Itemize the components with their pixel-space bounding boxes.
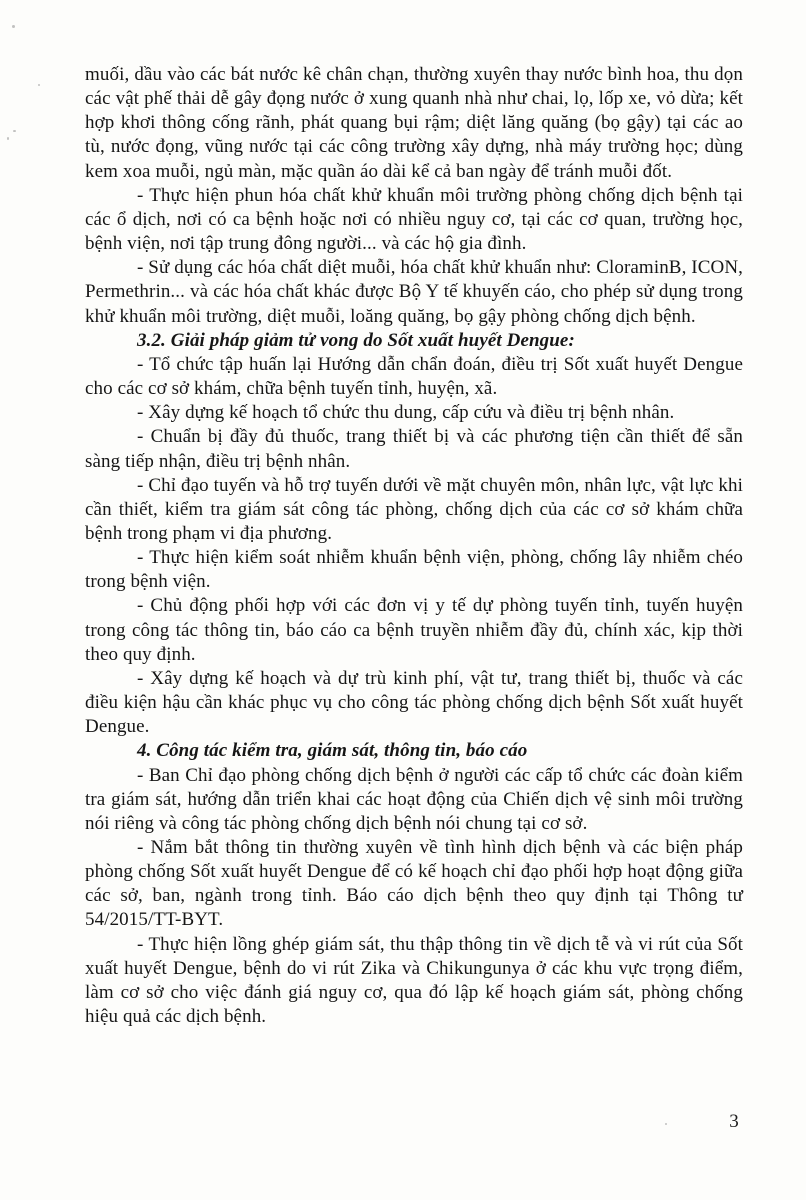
paragraph: - Thực hiện kiểm soát nhiễm khuẩn bệnh viện, phòng, chống lây nhiễm chéo trong bệnh viện. [85,547,743,593]
scan-speck [12,25,15,28]
paragraph: - Tổ chức tập huấn lại Hướng dẫn chẩn đoán, điều trị Sốt xuất huyết Dengue cho các cơ sở khám, chữa bệnh tuyến tỉnh, huyện, xã. [85,353,743,400]
paragraph: muối, dầu vào các bát nước kê chân chạn, thường xuyên thay nước bình hoa, thu dọn các vật phế thải dễ gây đọng nước ở xung quanh nhà như chai, lọ, lốp xe, vỏ dừa; kết hợp khơi thông cống rãnh, phát quang bụi rậm; diệt lăng quăng (bọ gậy) tại các ao tù, nước đọng, vũng nước tại các công trường xây dựng, nhà máy trường học; dùng kem xoa muỗi, ngủ màn, mặc quần áo dài kể cả ban ngày để tránh muỗi đốt. [85,64,743,182]
document-body [85,63,743,1029]
paragraph: - Chỉ đạo tuyến và hỗ trợ tuyến dưới về mặt chuyên môn, nhân lực, vật lực khi cần thiết, kiểm tra giám sát công tác phòng, chống dịch của các cơ sở khám chữa bệnh trong phạm vi địa phương. [85,474,743,544]
scan-speck [7,137,9,140]
page-number: 3 [729,1111,739,1132]
paragraph: - Chủ động phối hợp với các đơn vị y tế dự phòng tuyến tỉnh, tuyến huyện trong công tác thông tin, báo cáo ca bệnh truyền nhiễm đầy đủ, chính xác, kịp thời theo quy định. [85,595,743,665]
paragraph: - Thực hiện lồng ghép giám sát, thu thập thông tin về dịch tễ và vi rút của Sốt xuất huyết Dengue, bệnh do vi rút Zika và Chikungunya ở các khu vực trọng điểm, làm cơ sở cho việc đánh giá nguy cơ, qua đó lập kế hoạch giám sát, phòng chống hiệu quả các dịch bệnh. [85,933,743,1028]
paragraph: - Nắm bắt thông tin thường xuyên về tình hình dịch bệnh và các biện pháp phòng chống Sốt xuất huyết Dengue để có kế hoạch chỉ đạo phối hợp hoạt động giữa các sở, ban, ngành trong tỉnh. Báo cáo dịch bệnh theo quy định tại Thông tư 54/2015/TT-BYT. [85,837,743,931]
section-heading: 4. Công tác kiểm tra, giám sát, thông tin, báo cáo [137,740,528,762]
paragraph: - Chuẩn bị đầy đủ thuốc, trang thiết bị và các phương tiện cần thiết để sẵn sàng tiếp nhận, điều trị bệnh nhân. [85,426,743,472]
paragraph: - Sử dụng các hóa chất diệt muỗi, hóa chất khử khuẩn như: CloraminB, ICON, Permethrin... và các hóa chất khác được Bộ Y tế khuyến cáo, cho phép sử dụng trong khử khuẩn môi trường, diệt muỗi, loăng quăng, bọ gậy phòng chống dịch bệnh. [85,257,743,327]
paragraph: - Xây dựng kế hoạch tổ chức thu dung, cấp cứu và điều trị bệnh nhân. [137,402,675,424]
scan-speck [665,1123,667,1125]
section-heading: 3.2. Giải pháp giảm tử vong do Sốt xuất huyết Dengue: [137,329,575,351]
paragraph: - Thực hiện phun hóa chất khử khuẩn môi trường phòng chống dịch bệnh tại các ổ dịch, nơi có ca bệnh hoặc nơi có nhiều nguy cơ, tại các cơ quan, trường học, bệnh viện, nơi tập trung đông người... và các hộ gia đình. [85,184,743,255]
scan-speck [38,84,40,86]
paragraph: - Xây dựng kế hoạch và dự trù kinh phí, vật tư, trang thiết bị, thuốc và các điều kiện hậu cần khác phục vụ cho công tác phòng chống dịch bệnh Sốt xuất huyết Dengue. [85,667,743,738]
scan-speck [13,130,16,132]
paragraph: - Ban Chỉ đạo phòng chống dịch bệnh ở người các cấp tổ chức các đoàn kiểm tra giám sát, hướng dẫn triển khai các hoạt động của Chiến dịch vệ sinh môi trường nói riêng và công tác phòng chống dịch bệnh nói chung tại cơ sở. [85,764,743,834]
